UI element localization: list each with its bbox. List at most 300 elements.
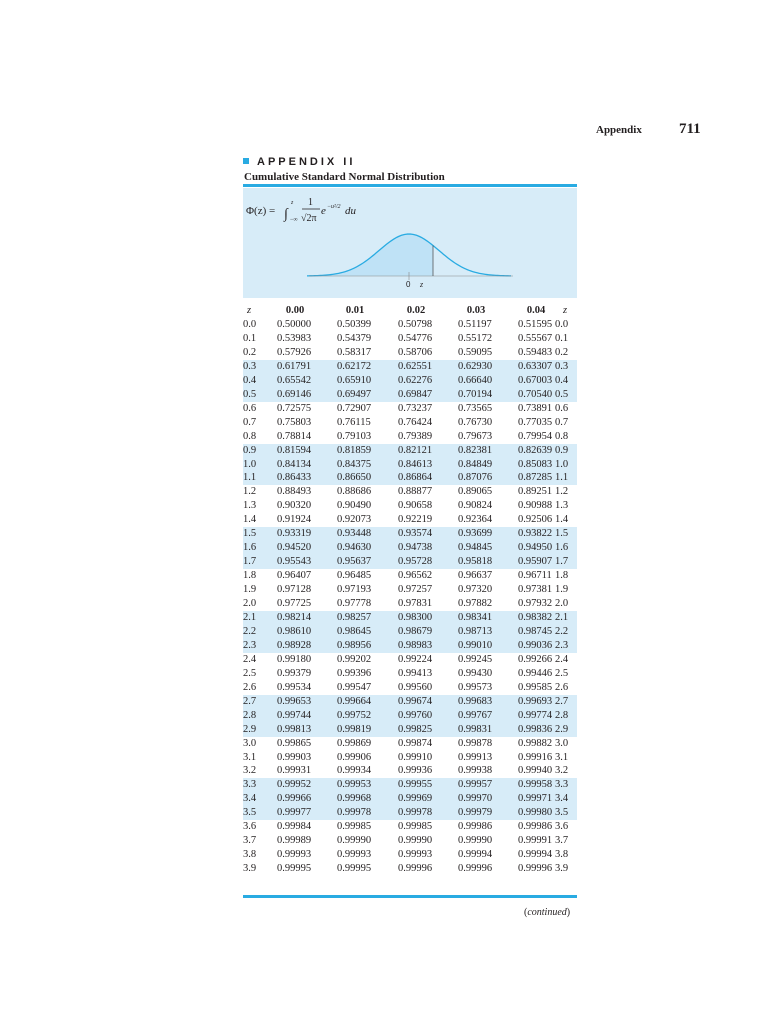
probability-cell: 0.70540 xyxy=(518,388,553,400)
probability-cell: 0.79673 xyxy=(458,430,493,442)
probability-cell: 0.94845 xyxy=(458,542,493,554)
formula-numerator: 1 xyxy=(308,197,313,208)
probability-cell: 0.99984 xyxy=(277,821,312,833)
probability-cell: 0.58317 xyxy=(337,346,372,358)
table-row xyxy=(243,667,577,681)
table-title: Cumulative Standard Normal Distribution xyxy=(244,171,445,183)
table-row xyxy=(243,737,577,751)
probability-cell: 0.84375 xyxy=(337,458,372,470)
table-row xyxy=(243,430,577,444)
probability-cell: 0.87285 xyxy=(518,472,553,484)
probability-cell: 0.93574 xyxy=(398,528,433,540)
appendix-label-text: APPENDIX II xyxy=(257,156,356,168)
table-row xyxy=(243,527,577,541)
probability-cell: 0.99986 xyxy=(518,821,553,833)
row-z-value-right: 2.4 xyxy=(555,653,569,665)
probability-cell: 0.70194 xyxy=(458,388,493,400)
row-z-value: 1.9 xyxy=(243,584,257,595)
probability-cell: 0.99985 xyxy=(337,821,372,833)
probability-cell: 0.99938 xyxy=(458,765,493,777)
probability-cell: 0.95907 xyxy=(518,556,553,568)
table-row xyxy=(243,820,577,834)
probability-cell: 0.95543 xyxy=(277,556,312,568)
probability-cell: 0.54776 xyxy=(398,332,433,344)
row-z-value: 3.2 xyxy=(243,765,257,777)
probability-cell: 0.95637 xyxy=(337,556,372,568)
row-z-value-right: 2.8 xyxy=(555,709,569,721)
probability-cell: 0.99560 xyxy=(398,681,433,693)
probability-cell: 0.63307 xyxy=(518,360,553,372)
probability-cell: 0.93699 xyxy=(458,528,493,540)
probability-cell: 0.99968 xyxy=(337,793,372,805)
probability-cell: 0.99413 xyxy=(398,667,433,679)
row-z-value-right: 2.3 xyxy=(555,639,569,651)
probability-cell: 0.86650 xyxy=(337,472,372,484)
row-z-value-right: 2.0 xyxy=(555,598,569,609)
probability-cell: 0.99979 xyxy=(458,807,493,819)
probability-cell: 0.84613 xyxy=(398,458,433,470)
probability-cell: 0.99996 xyxy=(398,863,433,874)
probability-cell: 0.99585 xyxy=(518,681,553,693)
probability-cell: 0.99910 xyxy=(398,751,433,763)
probability-cell: 0.89065 xyxy=(458,486,493,498)
probability-cell: 0.99995 xyxy=(277,863,312,874)
table-row xyxy=(243,639,577,653)
probability-cell: 0.99985 xyxy=(398,821,433,833)
table-row xyxy=(243,751,577,765)
table-row xyxy=(243,541,577,555)
table-row xyxy=(243,555,577,569)
row-z-value: 3.4 xyxy=(243,793,257,805)
probability-cell: 0.99865 xyxy=(277,737,312,749)
probability-cell: 0.90490 xyxy=(337,500,372,512)
continued-close-paren: ) xyxy=(566,907,571,918)
probability-cell: 0.99446 xyxy=(518,667,553,679)
probability-cell: 0.99989 xyxy=(277,835,312,847)
probability-cell: 0.62930 xyxy=(458,360,493,372)
row-z-value: 1.3 xyxy=(243,500,257,512)
column-header: z xyxy=(563,305,568,316)
probability-cell: 0.99683 xyxy=(458,695,493,707)
probability-cell: 0.90320 xyxy=(277,500,312,512)
probability-cell: 0.61791 xyxy=(277,360,312,372)
row-z-value-right: 0.0 xyxy=(555,319,569,330)
row-z-value-right: 1.1 xyxy=(555,472,569,484)
probability-cell: 0.99573 xyxy=(458,681,493,693)
probability-cell: 0.90824 xyxy=(458,500,493,512)
probability-cell: 0.98679 xyxy=(398,625,433,637)
row-z-value: 0.1 xyxy=(243,332,257,344)
row-z-value: 0.4 xyxy=(243,374,257,386)
probability-cell: 0.97778 xyxy=(337,598,372,609)
table-row xyxy=(243,583,577,597)
probability-cell: 0.55172 xyxy=(458,332,493,344)
probability-cell: 0.97193 xyxy=(337,584,372,595)
probability-cell: 0.99224 xyxy=(398,653,433,665)
probability-cell: 0.97882 xyxy=(458,598,493,609)
formula-e: e xyxy=(321,205,326,217)
probability-cell: 0.99180 xyxy=(277,653,312,665)
probability-cell: 0.88877 xyxy=(398,486,433,498)
probability-cell: 0.98745 xyxy=(518,625,553,637)
row-z-value: 2.1 xyxy=(243,612,257,623)
row-z-value: 2.7 xyxy=(243,695,257,707)
row-z-value-right: 3.3 xyxy=(555,779,569,791)
probability-cell: 0.99674 xyxy=(398,695,433,707)
row-z-value: 2.9 xyxy=(243,723,257,735)
row-z-value-right: 1.5 xyxy=(555,528,569,540)
probability-cell: 0.99245 xyxy=(458,653,493,665)
probability-cell: 0.97381 xyxy=(518,584,553,595)
table-row xyxy=(243,332,577,346)
row-z-value: 3.9 xyxy=(243,863,257,874)
probability-cell: 0.92073 xyxy=(337,514,372,526)
probability-cell: 0.99813 xyxy=(277,723,312,735)
row-z-value-right: 3.0 xyxy=(555,737,569,749)
probability-cell: 0.99774 xyxy=(518,709,553,721)
row-z-value-right: 3.5 xyxy=(555,807,569,819)
row-z-value-right: 2.2 xyxy=(555,625,569,637)
row-z-value-right: 1.6 xyxy=(555,542,569,554)
probability-cell: 0.99936 xyxy=(398,765,433,777)
probability-cell: 0.62172 xyxy=(337,360,372,372)
probability-cell: 0.94630 xyxy=(337,542,372,554)
column-header: 0.02 xyxy=(406,305,426,316)
table-header-row xyxy=(243,304,577,318)
row-z-value-right: 3.9 xyxy=(555,863,569,874)
probability-cell: 0.99980 xyxy=(518,807,553,819)
table-row xyxy=(243,360,577,374)
probability-cell: 0.82121 xyxy=(398,444,433,456)
probability-cell: 0.99906 xyxy=(337,751,372,763)
row-z-value: 3.3 xyxy=(243,779,257,791)
probability-cell: 0.90988 xyxy=(518,500,553,512)
row-z-value: 1.1 xyxy=(243,472,257,484)
probability-cell: 0.98257 xyxy=(337,612,372,623)
probability-cell: 0.97128 xyxy=(277,584,312,595)
probability-cell: 0.96407 xyxy=(277,570,312,582)
probability-cell: 0.97725 xyxy=(277,598,312,609)
table-row xyxy=(243,499,577,513)
probability-cell: 0.99752 xyxy=(337,709,372,721)
formula-lhs: Φ(z) = xyxy=(246,205,276,217)
probability-cell: 0.98713 xyxy=(458,625,493,637)
page-number: 711 xyxy=(679,121,701,137)
row-z-value: 3.8 xyxy=(243,849,257,861)
probability-cell: 0.99978 xyxy=(398,807,433,819)
probability-cell: 0.99994 xyxy=(518,849,553,861)
probability-cell: 0.99903 xyxy=(277,751,312,763)
probability-cell: 0.82639 xyxy=(518,444,553,456)
probability-cell: 0.99993 xyxy=(277,849,312,861)
probability-cell: 0.93822 xyxy=(518,528,553,540)
shaded-area xyxy=(307,234,433,276)
continued-word: continued xyxy=(527,907,567,918)
probability-cell: 0.99836 xyxy=(518,723,553,735)
row-z-value-right: 1.4 xyxy=(555,514,569,526)
probability-cell: 0.99990 xyxy=(458,835,493,847)
probability-cell: 0.99994 xyxy=(458,849,493,861)
probability-cell: 0.99202 xyxy=(337,653,372,665)
probability-cell: 0.94950 xyxy=(518,542,553,554)
probability-cell: 0.58706 xyxy=(398,346,433,358)
row-z-value-right: 1.9 xyxy=(555,584,569,595)
probability-cell: 0.96711 xyxy=(518,570,552,582)
probability-cell: 0.88686 xyxy=(337,486,372,498)
probability-cell: 0.99953 xyxy=(337,779,372,791)
probability-cell: 0.86433 xyxy=(277,472,312,484)
bullet-square-icon xyxy=(243,158,249,164)
probability-cell: 0.77035 xyxy=(518,416,553,428)
probability-cell: 0.79103 xyxy=(337,430,372,442)
row-z-value-right: 1.7 xyxy=(555,556,569,568)
probability-cell: 0.97932 xyxy=(518,598,553,609)
row-z-value-right: 3.1 xyxy=(555,751,569,763)
probability-cell: 0.92506 xyxy=(518,514,553,526)
probability-cell: 0.67003 xyxy=(518,374,553,386)
probability-cell: 0.91924 xyxy=(277,514,312,526)
top-rule xyxy=(243,184,577,187)
probability-cell: 0.76424 xyxy=(398,416,433,428)
probability-cell: 0.96637 xyxy=(458,570,493,582)
row-z-value: 0.3 xyxy=(243,360,257,372)
probability-cell: 0.99966 xyxy=(277,793,312,805)
bottom-rule xyxy=(243,895,577,898)
row-z-value-right: 0.4 xyxy=(555,374,569,386)
row-z-value: 3.5 xyxy=(243,807,257,819)
row-z-value-right: 3.7 xyxy=(555,835,569,847)
table-row xyxy=(243,388,577,402)
probability-cell: 0.99957 xyxy=(458,779,493,791)
probability-cell: 0.90658 xyxy=(398,500,433,512)
axis-z-label: z xyxy=(420,280,424,289)
probability-cell: 0.99990 xyxy=(398,835,433,847)
probability-cell: 0.51197 xyxy=(458,319,492,330)
probability-cell: 0.81859 xyxy=(337,444,372,456)
probability-cell: 0.98300 xyxy=(398,612,433,623)
probability-cell: 0.99396 xyxy=(337,667,372,679)
probability-cell: 0.97831 xyxy=(398,598,433,609)
table-row xyxy=(243,416,577,430)
row-z-value: 3.7 xyxy=(243,835,257,847)
probability-cell: 0.93319 xyxy=(277,528,312,540)
table-row xyxy=(243,695,577,709)
row-z-value-right: 1.0 xyxy=(555,458,569,470)
column-header: 0.01 xyxy=(345,305,365,316)
probability-cell: 0.55567 xyxy=(518,332,553,344)
column-header: 0.00 xyxy=(285,305,305,316)
row-z-value: 1.6 xyxy=(243,542,257,554)
table-row xyxy=(243,485,577,499)
table-row xyxy=(243,806,577,820)
row-z-value: 3.1 xyxy=(243,751,257,763)
probability-cell: 0.84849 xyxy=(458,458,493,470)
running-head: Appendix xyxy=(596,124,642,136)
probability-cell: 0.69146 xyxy=(277,388,312,400)
probability-cell: 0.99825 xyxy=(398,723,433,735)
probability-cell: 0.99971 xyxy=(518,793,553,805)
probability-cell: 0.99993 xyxy=(398,849,433,861)
probability-cell: 0.97257 xyxy=(398,584,433,595)
axis-zero-label: 0 xyxy=(406,280,411,289)
probability-cell: 0.99831 xyxy=(458,723,493,735)
probability-cell: 0.62551 xyxy=(398,360,433,372)
probability-cell: 0.98214 xyxy=(277,612,312,623)
probability-cell: 0.98341 xyxy=(458,612,493,623)
probability-cell: 0.59483 xyxy=(518,346,553,358)
row-z-value: 2.3 xyxy=(243,639,257,651)
table-row xyxy=(243,318,577,332)
table-row xyxy=(243,569,577,583)
probability-cell: 0.87076 xyxy=(458,472,493,484)
probability-cell: 0.99995 xyxy=(337,863,372,874)
row-z-value-right: 3.8 xyxy=(555,849,569,861)
probability-cell: 0.72575 xyxy=(277,402,312,414)
row-z-value: 2.8 xyxy=(243,709,257,721)
probability-cell: 0.66640 xyxy=(458,374,493,386)
probability-cell: 0.99996 xyxy=(458,863,493,874)
probability-cell: 0.99978 xyxy=(337,807,372,819)
row-z-value-right: 2.9 xyxy=(555,723,569,735)
table-row xyxy=(243,862,577,876)
probability-cell: 0.79389 xyxy=(398,430,433,442)
table-row xyxy=(243,611,577,625)
probability-cell: 0.99878 xyxy=(458,737,493,749)
row-z-value: 2.5 xyxy=(243,667,257,679)
row-z-value-right: 1.8 xyxy=(555,570,569,582)
row-z-value: 2.4 xyxy=(243,653,257,665)
probability-cell: 0.99955 xyxy=(398,779,433,791)
probability-cell: 0.99996 xyxy=(518,863,553,874)
probability-cell: 0.84134 xyxy=(277,458,312,470)
probability-cell: 0.69847 xyxy=(398,388,433,400)
probability-cell: 0.99990 xyxy=(337,835,372,847)
table-row xyxy=(243,653,577,667)
row-z-value: 0.5 xyxy=(243,388,257,400)
row-z-value-right: 3.2 xyxy=(555,765,569,777)
probability-cell: 0.99266 xyxy=(518,653,553,665)
probability-cell: 0.99970 xyxy=(458,793,493,805)
formula-du: du xyxy=(345,205,356,217)
table-row xyxy=(243,458,577,472)
probability-cell: 0.73891 xyxy=(518,402,553,414)
probability-cell: 0.54379 xyxy=(337,332,372,344)
row-z-value: 3.6 xyxy=(243,821,257,833)
probability-cell: 0.95728 xyxy=(398,556,433,568)
probability-cell: 0.59095 xyxy=(458,346,493,358)
probability-cell: 0.98928 xyxy=(277,639,312,651)
probability-cell: 0.73237 xyxy=(398,402,433,414)
row-z-value: 1.5 xyxy=(243,528,257,540)
row-z-value-right: 2.6 xyxy=(555,681,569,693)
row-z-value-right: 0.3 xyxy=(555,360,569,372)
probability-cell: 0.96562 xyxy=(398,570,433,582)
probability-cell: 0.78814 xyxy=(277,430,312,442)
probability-cell: 0.99913 xyxy=(458,751,493,763)
row-z-value: 2.0 xyxy=(243,598,257,609)
table-row xyxy=(243,346,577,360)
row-z-value: 0.2 xyxy=(243,346,257,358)
continued-open-paren: ( xyxy=(524,907,528,918)
table-row xyxy=(243,374,577,388)
column-header: 0.03 xyxy=(466,305,486,316)
row-z-value-right: 0.2 xyxy=(555,346,569,358)
probability-cell: 0.99653 xyxy=(277,695,312,707)
probability-cell: 0.73565 xyxy=(458,402,493,414)
row-z-value-right: 0.7 xyxy=(555,416,569,428)
probability-cell: 0.98610 xyxy=(277,625,312,637)
probability-cell: 0.99952 xyxy=(277,779,312,791)
probability-cell: 0.99036 xyxy=(518,639,553,651)
row-z-value: 0.6 xyxy=(243,402,257,414)
probability-cell: 0.65542 xyxy=(277,374,312,386)
row-z-value: 1.7 xyxy=(243,556,257,568)
probability-cell: 0.99547 xyxy=(337,681,372,693)
probability-cell: 0.99986 xyxy=(458,821,493,833)
formula-upper-limit: z xyxy=(291,200,294,206)
probability-cell: 0.98956 xyxy=(337,639,372,651)
row-z-value-right: 0.6 xyxy=(555,402,569,414)
probability-cell: 0.99664 xyxy=(337,695,372,707)
table-row xyxy=(243,513,577,527)
probability-cell: 0.99958 xyxy=(518,779,553,791)
probability-cell: 0.99969 xyxy=(398,793,433,805)
table-row xyxy=(243,709,577,723)
probability-cell: 0.51595 xyxy=(518,319,553,330)
row-z-value-right: 3.4 xyxy=(555,793,569,805)
formula-exponent: −u²/2 xyxy=(327,204,341,210)
probability-cell: 0.86864 xyxy=(398,472,433,484)
probability-cell: 0.99430 xyxy=(458,667,493,679)
table-row xyxy=(243,792,577,806)
probability-cell: 0.99916 xyxy=(518,751,553,763)
probability-cell: 0.99934 xyxy=(337,765,372,777)
probability-cell: 0.99874 xyxy=(398,737,433,749)
table-row xyxy=(243,848,577,862)
formula-lower-limit: −∞ xyxy=(290,217,298,223)
probability-cell: 0.98645 xyxy=(337,625,372,637)
probability-cell: 0.50798 xyxy=(398,319,433,330)
probability-cell: 0.82381 xyxy=(458,444,493,456)
row-z-value-right: 2.5 xyxy=(555,667,569,679)
table-row xyxy=(243,723,577,737)
probability-cell: 0.88493 xyxy=(277,486,312,498)
row-z-value: 0.8 xyxy=(243,430,257,442)
probability-cell: 0.96485 xyxy=(337,570,372,582)
probability-cell: 0.99991 xyxy=(518,835,553,847)
table-row xyxy=(243,778,577,792)
probability-cell: 0.99931 xyxy=(277,765,312,777)
probability-cell: 0.99379 xyxy=(277,667,312,679)
probability-cell: 0.62276 xyxy=(398,374,433,386)
formula-denominator: √2π xyxy=(301,213,317,224)
probability-cell: 0.99534 xyxy=(277,681,312,693)
row-z-value-right: 0.1 xyxy=(555,332,569,344)
appendix-label xyxy=(243,156,355,168)
table-row xyxy=(243,834,577,848)
probability-cell: 0.94520 xyxy=(277,542,312,554)
row-z-value: 0.7 xyxy=(243,416,257,428)
probability-cell: 0.92364 xyxy=(458,514,493,526)
probability-cell: 0.98983 xyxy=(398,639,433,651)
probability-cell: 0.99767 xyxy=(458,709,493,721)
probability-cell: 0.65910 xyxy=(337,374,372,386)
probability-cell: 0.99819 xyxy=(337,723,372,735)
row-z-value: 1.0 xyxy=(243,458,257,470)
probability-cell: 0.94738 xyxy=(398,542,433,554)
probability-cell: 0.99977 xyxy=(277,807,312,819)
column-header: 0.04 xyxy=(526,305,546,316)
